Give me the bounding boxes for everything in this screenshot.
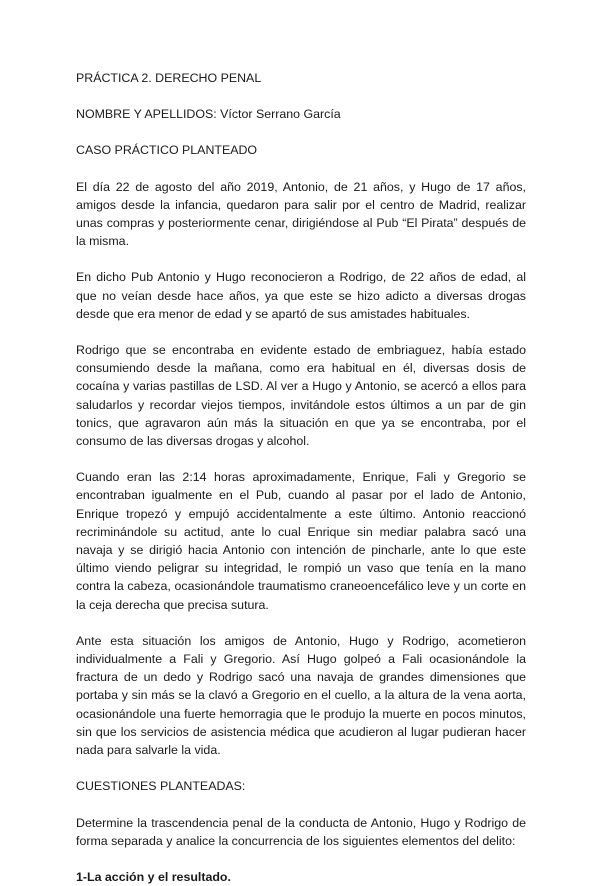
question-item-1: 1-La acción y el resultado. — [76, 869, 231, 884]
student-name-line: NOMBRE Y APELLIDOS: Víctor Serrano García — [76, 107, 341, 122]
case-paragraph-5: Ante esta situación los amigos de Antonio, Hugo y Rodrigo, acometieron individualmente a Fali y Gregorio. Así Hugo golpeó a Fali ocasionándole la fractura de un dedo y Rodrigo sacó una navaja de grandes dimensiones que portaba y sin más se la clavó a Gregorio en el cuello, a la altura de la vena aorta, ocasionándole una fuerte hemorragia que le produjo la muerte en pocos minutos, sin que los servicios de asistencia médica que acudieron al lugar pudieran hacer nada para salvarle la vida. — [76, 633, 526, 758]
case-heading: CASO PRÁCTICO PLANTEADO — [76, 143, 258, 158]
document-page — [76, 69, 526, 886]
case-paragraph-2: En dicho Pub Antonio y Hugo reconocieron a Rodrigo, de 22 años de edad, al que no veían desde hace años, ya que este se hizo adicto a diversas drogas desde que era menor de edad y se apartó de sus amistades habituales. — [76, 270, 526, 321]
questions-heading: CUESTIONES PLANTEADAS: — [76, 779, 246, 794]
case-paragraph-1: El día 22 de agosto del año 2019, Antonio, de 21 años, y Hugo de 17 años, amigos desde la infancia, quedaron para salir por el centro de Madrid, realizar unas compras y posteriormente cenar, dirigiéndose al Pub “El Pirata” después de la misma. — [76, 179, 526, 249]
case-paragraph-4: Cuando eran las 2:14 horas aproximadamente, Enrique, Fali y Gregorio se encontraban igualmente en el Pub, cuando al pasar por el lado de Antonio, Enrique tropezó y empujó accidentalmente a este último. Antonio reaccionó recriminándole su actitud, ante lo cual Enrique sin mediar palabra sacó una navaja y se dirigió hacia Antonio con intención de pincharle, ante lo que este último viendo peligrar su integridad, le rompió un vaso que tenía en la mano contra la cabeza, ocasionándole traumatismo craneoencefálico leve y un corte en la ceja derecha que precisa sutura. — [76, 470, 526, 612]
case-paragraph-3: Rodrigo que se encontraba en evidente estado de embriaguez, había estado consumiendo desde la mañana, como era habitual en él, diversas dosis de cocaína y varias pastillas de LSD. Al ver a Hugo y Antonio, se acercó a ellos para saludarlos y recordar viejos tiempos, invitándole estos últimos a un par de gin tonics, que agravaron aún más la situación en que ya se encontraba, por el consumo de las diversas drogas y alcohol. — [76, 343, 526, 449]
questions-intro: Determine la trascendencia penal de la conducta de Antonio, Hugo y Rodrigo de forma separada y analice la concurrencia de los siguientes elementos del delito: — [76, 815, 526, 848]
document-title: PRÁCTICA 2. DERECHO PENAL — [76, 71, 262, 85]
